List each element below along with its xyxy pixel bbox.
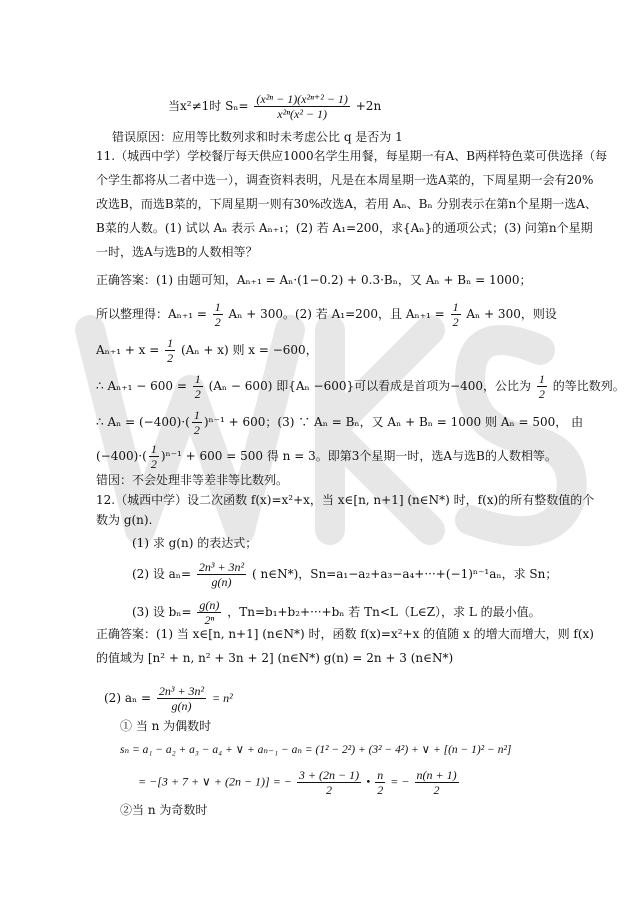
text: = n² (211, 691, 233, 705)
denominator: g(n) (171, 699, 192, 713)
answer-11-line-3 (96, 336, 580, 365)
numerator: (x²ⁿ − 1)(x²ⁿ⁺² − 1) (256, 92, 348, 106)
denominator: 2 (452, 315, 459, 329)
problem-11-line-2: 个学生都将从二者中选一），调查资料表明，凡是在本周星期一选A菜的，下周星期一会有20% (96, 173, 594, 187)
text: (3) 设 bₙ= (132, 605, 192, 619)
denominator: 2 (377, 783, 384, 797)
text: ( n∈N*)，Sn=a₁−a₂+a₃−a₄+···+(−1)ⁿ⁻¹aₙ，求 Sn； (251, 567, 558, 581)
error-reason-2: 错因：不会处理非等差非等比数列。 (96, 473, 289, 487)
text: 所以整理得：Aₙ₊₁ = (96, 307, 207, 321)
text: (2) 设 aₙ= (132, 567, 192, 581)
text: (−400)·( (96, 449, 147, 463)
fraction-half (193, 372, 203, 401)
fraction (297, 768, 361, 797)
denominator: 2 (433, 783, 440, 797)
text: ∴ Aₙ = (−400)·( (96, 415, 190, 429)
text: )ⁿ⁻¹ + 600 = 500 得 n = 3。即第3个星期一时，选A与选B的人数相等。 (160, 449, 557, 463)
denominator: 2 (194, 387, 201, 401)
text: (2) aₙ = (104, 691, 152, 705)
problem-11-line-1: 11.（城西中学）学校餐厅每天供应1000名学生用餐，每星期一有A、B两样特色菜可供选择（每 (96, 149, 608, 163)
fraction-half (451, 300, 461, 329)
numerator: 1 (194, 372, 201, 386)
text: (Aₙ + x) 则 x = −600， (180, 343, 318, 357)
fraction (197, 598, 221, 627)
numerator: 1 (214, 300, 221, 314)
text: Aₙ + 300，则设 (466, 307, 557, 321)
text: = −[3 + 7 + ∨ + (2n − 1)] = − (138, 774, 292, 789)
denominator: 2 (150, 457, 157, 471)
denominator: 2 (167, 351, 174, 365)
answer-11-line-6 (96, 442, 580, 471)
sum-even-line-2 (138, 768, 580, 797)
text: Aₙ₊₁ + x = (96, 343, 160, 357)
answer-12-part-2 (104, 684, 580, 713)
fraction-half (537, 372, 547, 401)
numerator: 1 (193, 408, 200, 422)
problem-11-line-5: 一时，选A与选B的人数相等？ (96, 245, 258, 259)
fraction (415, 768, 459, 797)
numerator: 1 (150, 442, 157, 456)
text: = − (390, 774, 410, 789)
answer-11-line-5 (96, 408, 584, 437)
answer-11-line-2 (96, 300, 580, 329)
denominator: 2 (193, 423, 200, 437)
fraction (157, 684, 206, 713)
problem-11-line-3: 改选B，而选B菜的，下周星期一则有30%改选A，若用 Aₙ、Bₙ 分别表示在第n个星期一选A、 (96, 197, 597, 211)
answer-11-line-1: 正确答案：(1) 由题可知，Aₙ₊₁ = Aₙ·(1−0.2) + 0.3·Bₙ，又 Aₙ + Bₙ = 1000； (96, 273, 532, 287)
fraction-half (213, 300, 223, 329)
text: 当x²≠1时 Sₙ= (168, 99, 249, 113)
fraction-half (149, 442, 159, 471)
answer-11-line-4 (96, 372, 625, 401)
numerator: g(n) (199, 598, 220, 612)
numerator: n (377, 768, 384, 782)
fraction (254, 92, 350, 121)
numerator: 1 (167, 336, 174, 350)
denominator: 2 (538, 387, 545, 401)
denominator: 2ⁿ (204, 613, 215, 627)
sum-even-line-1: sₙ = a₁ − a₂ + a₃ − a₄ + ∨ + aₙ₋₁ − aₙ = (1² − 2²) + (3² − 4²) + ∨ + [(n − 1)² − n²] (120, 744, 512, 756)
case-even: ① 当 n 为偶数时 (120, 719, 212, 733)
fraction (375, 768, 385, 797)
numerator: 2n³ + 3n² (158, 684, 205, 698)
numerator: 1 (452, 300, 459, 314)
numerator: n(n + 1) (416, 768, 457, 782)
error-reason-1: 错误原因：应用等比数列求和时未考虑公比 q 是否为 1 (112, 130, 403, 144)
text: ，Tn=b₁+b₂+···+bₙ 若 Tn<L（L∈Z），求 L 的最小值。 (227, 605, 541, 619)
text: Aₙ + 300。(2) 若 A₁=200，且 Aₙ₊₁ = (228, 307, 445, 321)
denominator: x²ⁿ(x² − 1) (277, 107, 328, 121)
text: (Aₙ − 600) 即{Aₙ −600}可以看成是首项为−400，公比为 (208, 379, 532, 393)
denominator: 2 (326, 783, 332, 797)
fraction-half (192, 408, 202, 437)
formula-sn-x (168, 92, 580, 121)
text: )ⁿ⁻¹ + 600；(3) ∵ Aₙ = Bₙ，又 Aₙ + Bₙ = 1000 则 Aₙ = 500， 由 (203, 415, 584, 429)
problem-11-line-4: B菜的人数。(1) 试以 Aₙ 表示 Aₙ₊₁；(2) 若 A₁=200，求{Aₙ}的通项公式；(3) 问第n个星期 (96, 221, 593, 235)
numerator: 1 (538, 372, 545, 386)
problem-12-line-2: 数为 g(n). (96, 513, 153, 527)
problem-12-part-1: (1) 求 g(n) 的表达式； (132, 536, 258, 550)
case-odd: ②当 n 为奇数时 (120, 803, 208, 817)
denominator: 2 (214, 315, 221, 329)
text: +2n (355, 99, 382, 113)
problem-12-part-2 (132, 560, 580, 589)
text: 的等比数列。 (552, 379, 625, 393)
problem-12-part-3 (132, 598, 580, 627)
fraction-half (165, 336, 175, 365)
denominator: g(n) (211, 575, 232, 589)
fraction (197, 560, 246, 589)
dot: • (366, 774, 371, 789)
text: ∴ Aₙ₊₁ − 600 = (96, 379, 187, 393)
answer-12-line-2: 的值域为 [n² + n, n² + 3n + 2] (n∈N*) g(n) = 2n + 3 (n∈N*) (96, 651, 454, 665)
problem-12-line-1: 12.（城西中学）设二次函数 f(x)=x²+x，当 x∈[n, n+1] (n∈N*) 时，f(x)的所有整数值的个 (96, 493, 595, 507)
numerator: 2n³ + 3n² (198, 560, 245, 574)
numerator: 3 + (2n − 1) (298, 768, 360, 782)
answer-12-line-1: 正确答案：(1) 当 x∈[n, n+1] (n∈N*) 时，函数 f(x)=x²+x 的值随 x 的增大而增大，则 f(x) (96, 627, 594, 641)
